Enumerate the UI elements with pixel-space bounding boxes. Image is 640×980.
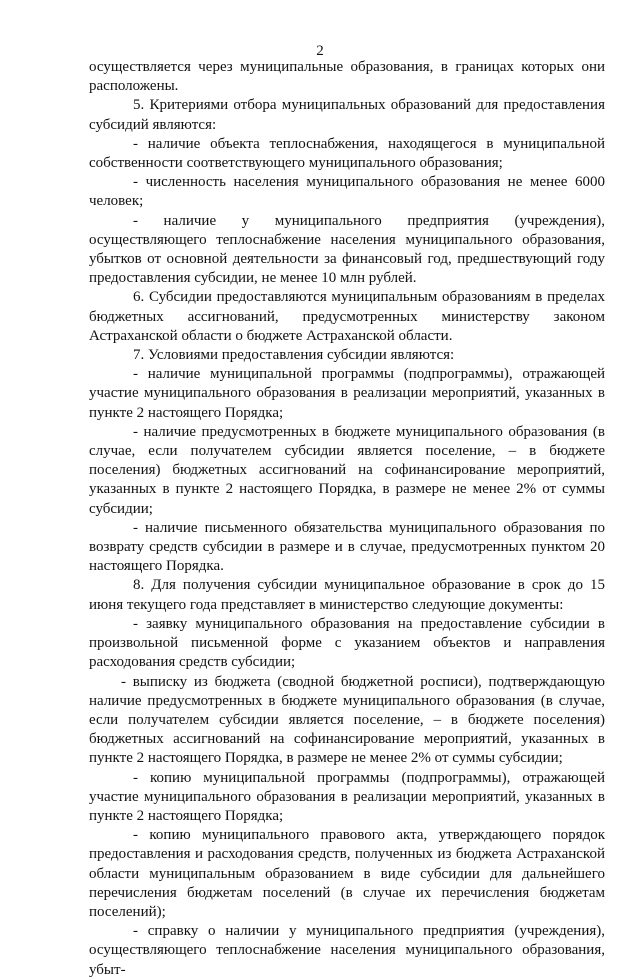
paragraph: осуществляется через муниципальные образования, в границах которых они расположены. — [89, 59, 605, 95]
paragraph: - наличие объекта теплоснабжения, находящегося в муниципальной собственности соответствующего муниципального образования; — [89, 135, 605, 172]
paragraph: - наличие предусмотренных в бюджете муниципального образования (в случае, если получателем субсидии является поселение, – в бюджете поселения) бюджетных ассигнований на софинансирование мероприятий, указанных в пункте 2 настоящего Порядка, в размере не менее 2% от суммы субсидии; — [89, 423, 605, 517]
paragraph: - выписку из бюджета (сводной бюджетной росписи), подтверждающую наличие предусмотренных в бюджете муниципального образования (в случае, если получателем субсидии является поселение, – в бюджете поселения) бюджетных ассигнований на софинансирование мероприятий, указанных в пункте 2 настоящего Порядка, в размере не менее 2% от суммы субсидии; — [89, 673, 605, 767]
paragraph: - справку о наличии у муниципального предприятия (учреждения), осуществляющего теплоснабжение населения муниципального образования, убыт- — [89, 923, 605, 978]
paragraph: - наличие письменного обязательства муниципального образования по возврату средств субсидии в размере и в случае, предусмотренных пунктом 20 настоящего Порядка. — [89, 519, 605, 575]
paragraph: - копию муниципальной программы (подпрограммы), отражающей участие муниципального образования в реализации мероприятий, указанных в пункте 2 настоящего Порядка; — [89, 769, 605, 824]
paragraph: - численность населения муниципального образования не менее 6000 человек; — [89, 174, 605, 210]
paragraph: 8. Для получения субсидии муниципальное образование в срок до 15 июня текущего года представляет в министерство следующие документы: — [89, 577, 605, 613]
paragraph: 5. Критериями отбора муниципальных образований для предоставления субсидий являются: — [89, 97, 605, 133]
page-number: 2 — [316, 43, 324, 59]
paragraph: - копию муниципального правового акта, утверждающего порядок предоставления и расходования средств, полученных из бюджета Астраханской области муниципальным образованием в виде субсидии для дальнейшего перечисления бюджетам поселений (в случае их перечисления бюджетам поселений); — [89, 827, 605, 920]
document-body — [89, 58, 605, 980]
paragraph: 6. Субсидии предоставляются муниципальным образованиям в пределах бюджетных ассигнований, предусмотренных министерству законом Астраханской области о бюджете Астраханской области. — [89, 289, 605, 344]
paragraph: - наличие муниципальной программы (подпрограммы), отражающей участие муниципального образования в реализации мероприятий, указанных в пункте 2 настоящего Порядка; — [89, 366, 605, 421]
paragraph: 7. Условиями предоставления субсидии являются: — [133, 347, 455, 364]
paragraph: - наличие у муниципального предприятия (учреждения), осуществляющего теплоснабжение населения муниципального образования, убытков от основной деятельности за финансовый год, предшествующий году предоставления субсидии, не менее 10 млн рублей. — [89, 212, 605, 287]
paragraph: - заявку муниципального образования на предоставление субсидии в произвольной письменной форме с указанием объектов и направления расходования средств субсидии; — [89, 615, 605, 671]
